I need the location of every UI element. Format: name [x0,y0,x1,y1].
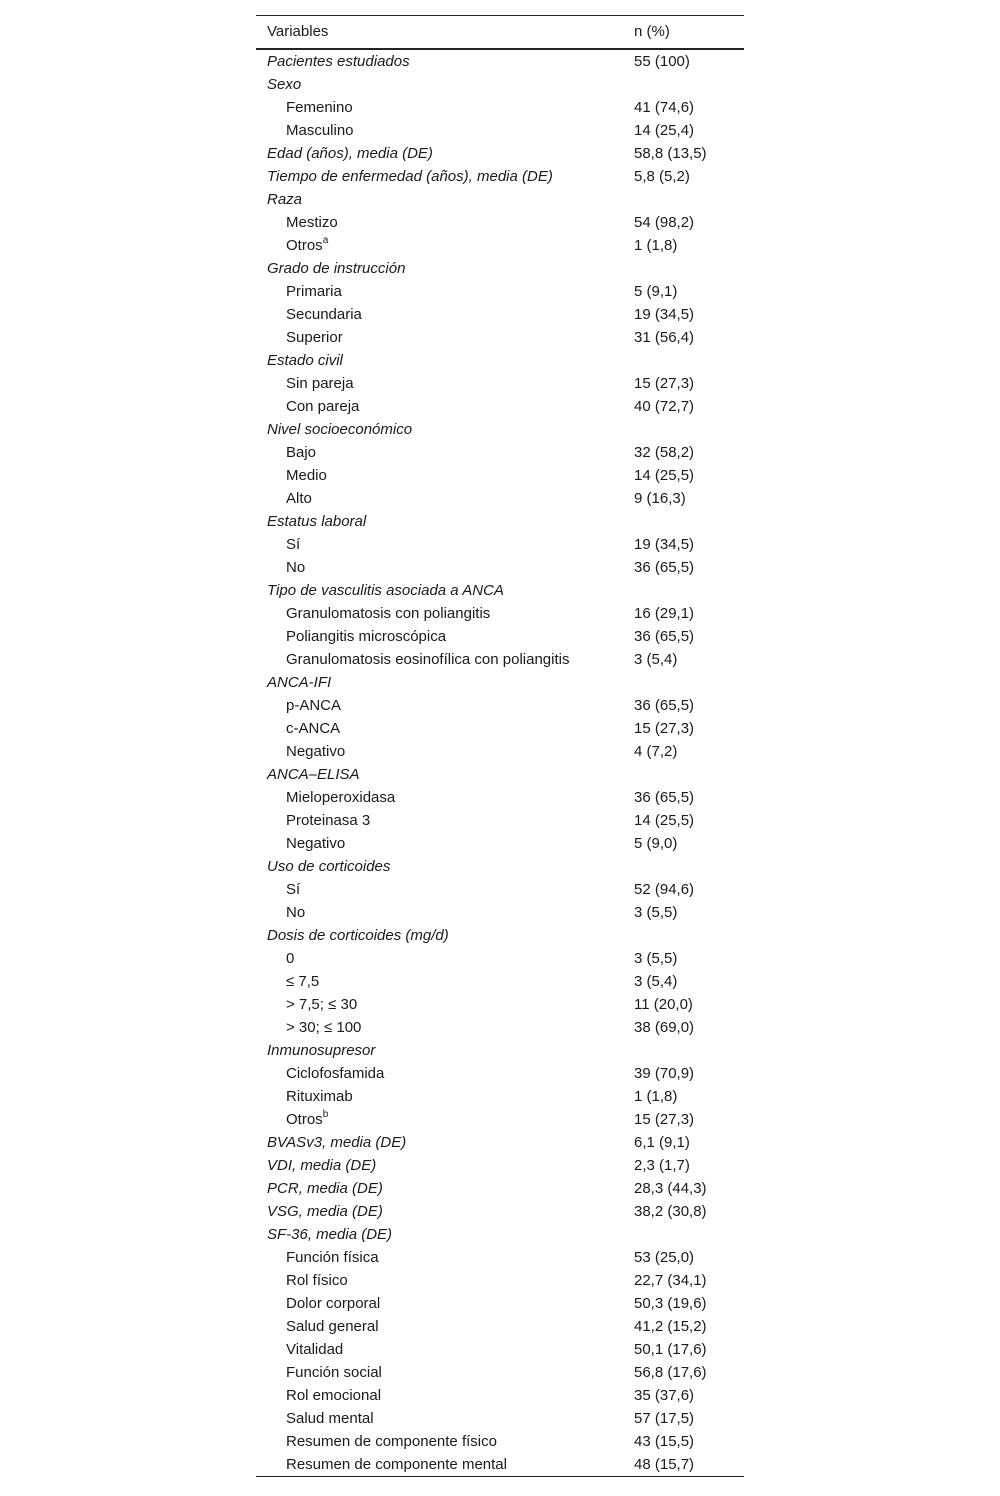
row-value: 5 (9,0) [634,835,678,852]
row-label [267,1039,375,1062]
table-row [256,257,744,280]
row-label [286,556,305,579]
row-value: 41 (74,6) [634,99,695,116]
row-label-text: No [286,559,306,576]
row-value: 41,2 (15,2) [634,1318,707,1335]
row-label-text: Estatus laboral [267,513,367,530]
table-row [256,694,744,717]
header-n-percent: n (%) [634,23,670,40]
row-label-text: Proteinasa 3 [286,812,371,829]
row-label-text: PCR, media (DE) [267,1180,383,1197]
row-value: 3 (5,5) [634,904,678,921]
table-row [256,395,744,418]
row-label-text: Ciclofosfamida [286,1065,385,1082]
table-row [256,1315,744,1338]
row-value: 15 (27,3) [634,375,695,392]
row-label [286,1085,353,1108]
row-label [286,1108,328,1131]
table-row [256,1338,744,1361]
row-value: 52 (94,6) [634,881,695,898]
row-value: 31 (56,4) [634,329,695,346]
table-row [256,878,744,901]
row-label-text: Medio [286,467,327,484]
row-label [286,947,294,970]
row-label-text: VDI, media (DE) [267,1157,377,1174]
row-value: 48 (15,7) [634,1456,695,1473]
row-label-text: Uso de corticoides [267,858,391,875]
table-row [256,464,744,487]
table-row [256,487,744,510]
row-label-text: Tiempo de enfermedad (años), media (DE) [267,168,553,185]
row-label-text: Rituximab [286,1088,353,1105]
row-label-text: Superior [286,329,343,346]
row-label-text: No [286,904,306,921]
row-label [286,1246,379,1269]
row-value: 36 (65,5) [634,697,695,714]
characteristics-table [256,15,744,1477]
row-label [286,1315,379,1338]
table-row [256,717,744,740]
table-row [256,648,744,671]
table-row [256,96,744,119]
table-row [256,993,744,1016]
row-label [286,832,345,855]
table-row [256,763,744,786]
row-label [286,970,319,993]
row-label [286,1292,380,1315]
row-label [267,1200,383,1223]
row-value: 4 (7,2) [634,743,678,760]
row-label [286,694,341,717]
table-row [256,1200,744,1223]
table-row [256,809,744,832]
row-label-text: Mieloperoxidasa [286,789,396,806]
row-value: 32 (58,2) [634,444,695,461]
row-value: 40 (72,7) [634,398,695,415]
table-row [256,970,744,993]
row-label-text: 0 [286,950,295,967]
table-row [256,1177,744,1200]
row-value: 9 (16,3) [634,490,686,507]
row-label [286,1338,343,1361]
table-row [256,947,744,970]
row-value: 6,1 (9,1) [634,1134,690,1151]
row-label [267,1131,406,1154]
row-value: 57 (17,5) [634,1410,695,1427]
row-value: 14 (25,4) [634,122,695,139]
row-value: 1 (1,8) [634,1088,678,1105]
row-label [286,740,345,763]
row-label [286,1269,348,1292]
table-row [256,1453,744,1476]
row-value: 3 (5,5) [634,950,678,967]
row-label [267,1154,376,1177]
row-value: 35 (37,6) [634,1387,695,1404]
row-value: 22,7 (34,1) [634,1272,707,1289]
table-row [256,832,744,855]
row-label [286,717,340,740]
row-label [286,901,305,924]
table-row [256,280,744,303]
row-value: 58,8 (13,5) [634,145,707,162]
table-row [256,1384,744,1407]
table-row [256,1154,744,1177]
table-row [256,1430,744,1453]
row-label-text: Resumen de componente mental [286,1456,507,1473]
row-label [286,1016,361,1039]
table-header [256,16,744,48]
row-value: 28,3 (44,3) [634,1180,707,1197]
row-label-text: Masculino [286,122,354,139]
row-label-text: Otros [286,237,323,254]
row-label [286,1453,507,1476]
row-label-text: Primaria [286,283,342,300]
table-row [256,418,744,441]
row-label-text: Granulomatosis eosinofílica con poliangitis [286,651,570,668]
row-value: 38 (69,0) [634,1019,695,1036]
table-row [256,50,744,73]
row-value: 43 (15,5) [634,1433,695,1450]
row-value: 36 (65,5) [634,628,695,645]
row-label [286,303,362,326]
row-label [286,464,327,487]
row-label [286,1430,497,1453]
row-label-text: > 7,5; ≤ 30 [286,996,358,1013]
table-row [256,1085,744,1108]
row-value: 19 (34,5) [634,306,695,323]
table-row [256,1016,744,1039]
table-row [256,188,744,211]
table-row [256,901,744,924]
row-label-text: Poliangitis microscópica [286,628,447,645]
row-label-text: p-ANCA [286,697,342,714]
row-label [267,855,390,878]
row-label [286,395,359,418]
row-label-text: ANCA–ELISA [267,766,360,783]
row-label-text: Edad (años), media (DE) [267,145,433,162]
table-row [256,303,744,326]
table-row [256,1269,744,1292]
row-label [286,533,300,556]
row-label [286,1407,374,1430]
row-label [286,211,338,234]
row-label [286,1361,382,1384]
row-label-text: Con pareja [286,398,360,415]
row-value: 5,8 (5,2) [634,168,690,185]
row-value: 15 (27,3) [634,1111,695,1128]
bottom-rule [256,1476,744,1477]
table-row [256,740,744,763]
row-label-text: Sin pareja [286,375,354,392]
table-row [256,1131,744,1154]
row-value: 19 (34,5) [634,536,695,553]
row-label-text: SF-36, media (DE) [267,1226,393,1243]
row-value: 54 (98,2) [634,214,695,231]
table-row [256,234,744,257]
table-body [256,50,744,1476]
row-label [286,372,354,395]
row-value: 38,2 (30,8) [634,1203,707,1220]
row-label-text: Nivel socioeconómico [267,421,413,438]
row-label [286,119,354,142]
row-label-text: Sexo [267,76,302,93]
row-label-text: Inmunosupresor [267,1042,376,1059]
table-row [256,372,744,395]
row-label-text: Dolor corporal [286,1295,381,1312]
table-row [256,924,744,947]
row-label [286,625,446,648]
row-label [267,763,360,786]
table-row [256,855,744,878]
row-value: 36 (65,5) [634,789,695,806]
row-label [286,648,569,671]
row-label-text: Rol físico [286,1272,348,1289]
row-label [267,418,412,441]
row-label-text: Vitalidad [286,1341,344,1358]
row-label-text: Mestizo [286,214,338,231]
row-label-text: Otros [286,1111,323,1128]
row-label-text: Resumen de componente físico [286,1433,497,1450]
row-label-text: Tipo de vasculitis asociada a ANCA [267,582,504,599]
table-row [256,671,744,694]
row-label-text: Grado de instrucción [267,260,406,277]
table-row [256,119,744,142]
row-label [286,1384,381,1407]
row-label [286,878,300,901]
row-label [267,1223,392,1246]
row-label-text: Sí [286,881,301,898]
row-label [267,257,405,280]
row-value: 36 (65,5) [634,559,695,576]
row-label [286,786,395,809]
table-row [256,602,744,625]
table-row [256,349,744,372]
footnote-marker: b [322,1109,329,1120]
table-row [256,73,744,96]
row-value: 5 (9,1) [634,283,678,300]
row-label-text: Alto [286,490,312,507]
row-label-text: Función social [286,1364,382,1381]
table-row [256,556,744,579]
row-value: 3 (5,4) [634,973,678,990]
row-value: 11 (20,0) [634,996,693,1013]
row-label-text: Bajo [286,444,317,461]
row-label-text: Negativo [286,835,346,852]
row-value: 3 (5,4) [634,651,678,668]
table-row [256,510,744,533]
row-label-text: > 30; ≤ 100 [286,1019,362,1036]
row-label-text: Negativo [286,743,346,760]
table-row [256,326,744,349]
table-row [256,625,744,648]
table-row [256,165,744,188]
row-label-text: Sí [286,536,301,553]
table-row [256,211,744,234]
row-label-text: VSG, media (DE) [267,1203,383,1220]
row-label-text: Pacientes estudiados [267,53,410,70]
row-label [267,671,331,694]
row-value: 50,1 (17,6) [634,1341,707,1358]
table-row [256,579,744,602]
row-label-text: Estado civil [267,352,343,369]
row-label [267,165,553,188]
row-label [286,326,343,349]
footnote-marker: a [322,235,329,246]
row-label-text: Función física [286,1249,379,1266]
row-label [267,510,366,533]
row-label [267,50,410,73]
row-label-text: Rol emocional [286,1387,382,1404]
row-label [286,1062,384,1085]
row-value: 15 (27,3) [634,720,695,737]
row-label-text: BVASv3, media (DE) [267,1134,407,1151]
row-label [286,809,370,832]
table-row [256,786,744,809]
table-row [256,1361,744,1384]
row-value: 1 (1,8) [634,237,678,254]
row-label [286,602,490,625]
row-value: 53 (25,0) [634,1249,695,1266]
row-label-text: Dosis de corticoides (mg/d) [267,927,449,944]
table-row [256,1407,744,1430]
row-label-text: Secundaria [286,306,362,323]
row-value: 39 (70,9) [634,1065,695,1082]
row-value: 56,8 (17,6) [634,1364,707,1381]
row-label [267,349,343,372]
row-label [286,441,316,464]
row-label-text: Raza [267,191,303,208]
row-value: 2,3 (1,7) [634,1157,690,1174]
row-label [286,96,353,119]
row-label [286,234,328,257]
row-label [267,73,301,96]
row-label [267,924,449,947]
table-row [256,1292,744,1315]
row-value: 14 (25,5) [634,467,695,484]
table-row [256,1223,744,1246]
row-label-text: Salud mental [286,1410,374,1427]
row-label-text: Femenino [286,99,353,116]
row-label [267,188,302,211]
table-row [256,533,744,556]
row-label [267,579,504,602]
row-label-text: Salud general [286,1318,379,1335]
row-value: 14 (25,5) [634,812,695,829]
row-label-text: Granulomatosis con poliangitis [286,605,491,622]
row-value: 16 (29,1) [634,605,695,622]
header-variables: Variables [267,23,329,40]
table-row [256,1108,744,1131]
row-label [286,487,312,510]
table-row [256,142,744,165]
table-row [256,1039,744,1062]
row-value: 50,3 (19,6) [634,1295,707,1312]
table-row [256,1246,744,1269]
table-row [256,441,744,464]
row-label [286,993,357,1016]
row-value: 55 (100) [634,53,690,70]
table-row [256,1062,744,1085]
row-label-text: ANCA-IFI [267,674,332,691]
row-label [286,280,342,303]
row-label-text: ≤ 7,5 [286,973,320,990]
row-label [267,1177,383,1200]
row-label [267,142,433,165]
row-label-text: c-ANCA [286,720,341,737]
